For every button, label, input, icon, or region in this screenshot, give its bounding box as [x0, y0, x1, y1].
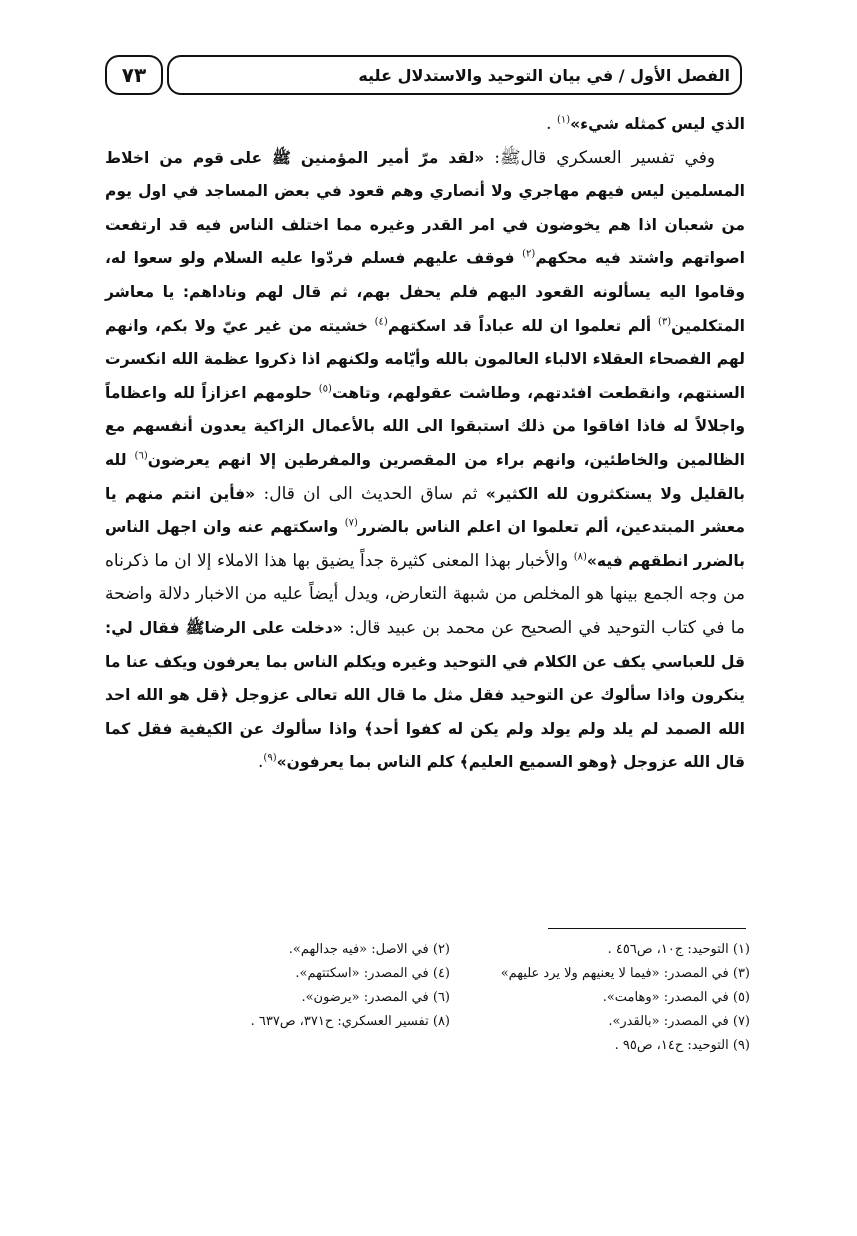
quote-run: خشيته من غير عيّ ولا بكم، وانهم لهم الفصحاء العقلاء الالباء العالمون بالله وأيّامه ولكنهم اذا ذكروا عظمة الله انكسرت السنتهم، وانقطعت افئدتهم، وطاشت عقولهم، وتاهت	[105, 316, 746, 402]
footnote: (٤) في المصدر: «اسكتتهم».	[295, 966, 450, 981]
footnote: (٩) التوحيد: ح١٤، ص٩٥ .	[614, 1038, 750, 1053]
footnote-row	[195, 1010, 750, 1034]
footnote: (٧) في المصدر: «بالقدر».	[608, 1014, 750, 1029]
quote-run: ألم تعلموا ان لله عباداً قد اسكتهم	[387, 316, 652, 335]
quote-run: «دخلت على الرضا	[204, 618, 343, 637]
quote-run: واسكتهم عنه وان اجهل الناس بالضرر انطقهم فيه»	[105, 518, 745, 570]
footnote-ref: (٢)	[522, 248, 536, 260]
text-run: وفي تفسير العسكري قال	[520, 147, 716, 168]
quote-run: «لقد مرّ أمير المؤمنين	[300, 148, 485, 167]
footnote-ref: (٤)	[374, 315, 388, 327]
footnote: (٨) تفسير العسكري: ح٣٧١، ص٦٣٧ .	[250, 1014, 450, 1029]
main-text	[105, 108, 745, 780]
footnote-ref: (٣)	[657, 315, 672, 327]
footnote-row	[195, 986, 750, 1010]
paragraph: وفي تفسير العسكري قالﷺ: «لقد مرّ أمير المؤمنين ﷺ على قوم من اخلاط المسلمين ليس فيهم مهاجري ولا أنصاري وهم قعود في بعض المساجد في اول يوم من شعبان اذا هم يخوضون في امر القدر وغيره مما اختلف الناس فيه قد ارتفعت اصواتهم واشتد فيه محكهم$^{(٢)}$ فوقف عليهم فسلم فردّوا عليه السلام ولو سعوا له، وقاموا اليه يسألونه القعود اليهم فلم يحفل بهم، ثم قال لهم وناداهم: يا معاشر المتكلمين$^{(٣)}$ ألم تعلموا ان لله عباداً قد اسكتهم$^{(٤)}$ خشيته من غير عيّ ولا بكم، وانهم لهم الفصحاء العقلاء الالباء العالمون بالله وأيّامه ولكنهم اذا ذكروا عظمة الله انكسرت السنتهم، وانقطعت افئدتهم، وطاشت عقولهم، وتاهت$^{(٥)}$ حلومهم اعزازاً لله واعظاماً واجلالاً له فاذا افاقوا من ذلك استبقوا الى الله بالأعمال الزاكية يعدون أنفسهم مع الظالمين والخاطئين، وانهم براء من المقصرين والمفرطين إلا انهم يعرضون$^{(٦)}$ لله بالقليل ولا يستكثرون لله الكثير» ثم ساق الحديث الى ان قال: «فأين انتم منهم يا معشر المبتدعين، ألم تعلموا ان اعلم الناس بالضرر$^{(٧)}$ واسكتهم عنه وان اجهل الناس بالضرر انطقهم فيه»$^{(٨)}$ والأخبار بهذا المعنى كثيرة جداً يضيق بها هذا الاملاء إلا ان ما ذكرناه من وجه الجمع بينها هو المخلص من شبهة التعارض، ويدل أيضاً عليه من الاخبار دلالة واضحة ما في كتاب التوحيد في الصحيح عن محمد بن عبيد قال: «دخلت على الرضاﷺ فقال لي: قل للعباسي يكف عن الكلام في التوحيد وغيره ويكلم الناس بما يعرفون ويكف عنا ما ينكرون واذا سألوك عن التوحيد فقل مثل ما قال الله تعالى عزوجل ﴿قل هو الله احد الله الصمد لم يلد ولم يولد ولم يكن له كفوا أحد﴾ واذا سألوك عن الكيفية فقل كما قال الله عزوجل ﴿وهو السميع العليم﴾ كلم الناس بما يعرفون»$^{(٩)}$.	[105, 147, 746, 773]
footnote: (٦) في المصدر: «يرضون».	[301, 990, 450, 1005]
quote-run: «فأين انتم منهم يا معشر المبتدعين، ألم تعلموا ان اعلم الناس بالضرر	[105, 484, 746, 537]
footnote-ref: (٧)	[344, 517, 358, 529]
footnote-ref: (١)	[556, 114, 571, 126]
footnote: (٥) في المصدر: «وهامت».	[602, 990, 750, 1005]
salutation-symbol: ﷺ	[272, 148, 291, 167]
chapter-title: الفصل الأول / في بيان التوحيد والاستدلال عليه	[167, 55, 742, 95]
running-header	[105, 55, 742, 99]
text-run: .	[546, 114, 552, 134]
footnote-ref: (٩)	[263, 752, 277, 764]
footnote-row	[195, 938, 750, 962]
footnote-row	[195, 1034, 750, 1058]
text-run: الذي ليس كمثله شيء»	[570, 115, 745, 133]
footnote: (٣) في المصدر: «فيما لا يعنيهم ولا يرد عليهم»	[500, 966, 750, 981]
footnote-ref: (٥)	[318, 383, 332, 395]
salutation-symbol: ﷺ	[185, 618, 205, 637]
footnotes	[195, 938, 750, 1058]
footnote-ref: (٦)	[134, 450, 148, 462]
footnote-separator	[548, 928, 746, 929]
quote-run: لله بالقليل ولا يستكثرون لله الكثير»	[105, 450, 745, 503]
footnote-row	[195, 962, 750, 986]
text-run: والأخبار بهذا المعنى كثيرة جداً يضيق بها هذا الاملاء إلا ان ما ذكرناه من وجه الجمع بينها هو المخلص من شبهة التعارض، ويدل أيضاً عليه من الاخبار دلالة واضحة ما في كتاب التوحيد في الصحيح عن محمد بن عبيد قال:	[105, 550, 745, 638]
quote-run: على قوم من اخلاط المسلمين ليس فيهم مهاجري ولا أنصاري وهم قعود في بعض المساجد في اول يوم من شعبان اذا هم يخوضون في امر القدر وغيره مما اختلف الناس فيه قد ارتفعت اصواتهم واشتد فيه محكهم	[105, 148, 745, 268]
quote-run: حلومهم اعزازاً لله واعظاماً واجلالاً له فاذا افاقوا من ذلك استبقوا الى الله بالأعمال الزاكية يعدون أنفسهم مع الظالمين والخاطئين، وانهم براء من المقصرين والمفرطين إلا انهم يعرضون	[105, 383, 745, 469]
text-run: ثم ساق الحديث الى ان قال:	[263, 483, 478, 504]
footnote-ref: (٨)	[573, 551, 587, 563]
paragraph-continuation	[105, 108, 745, 142]
page-number: ٧٣	[105, 55, 163, 95]
text-run: .	[258, 752, 264, 773]
salutation-symbol: ﷺ	[500, 147, 521, 168]
quote-run: فوقف عليهم فسلم فردّوا عليه السلام ولو سعوا له، وقاموا اليه يسألونه القعود اليهم فلم يحفل بهم، ثم قال لهم وناداهم: يا معاشر المتكلمين	[105, 249, 746, 335]
footnote: (٢) في الاصل: «فيه جدالهم».	[288, 942, 450, 957]
footnote: (١) التوحيد: ج١٠، ص٤٥٦ .	[607, 942, 750, 957]
quote-run: فقال لي: قل للعباسي يكف عن الكلام في التوحيد وغيره ويكلم الناس بما يعرفون ويكف عنا ما ينكرون واذا سألوك عن التوحيد فقل مثل ما قال الله تعالى عزوجل ﴿قل هو الله احد الله الصمد لم يلد ولم يولد ولم يكن له كفوا أحد﴾ واذا سألوك عن الكيفية فقل كما قال الله عزوجل ﴿وهو السميع العليم﴾ كلم الناس بما يعرفون»	[105, 618, 745, 772]
